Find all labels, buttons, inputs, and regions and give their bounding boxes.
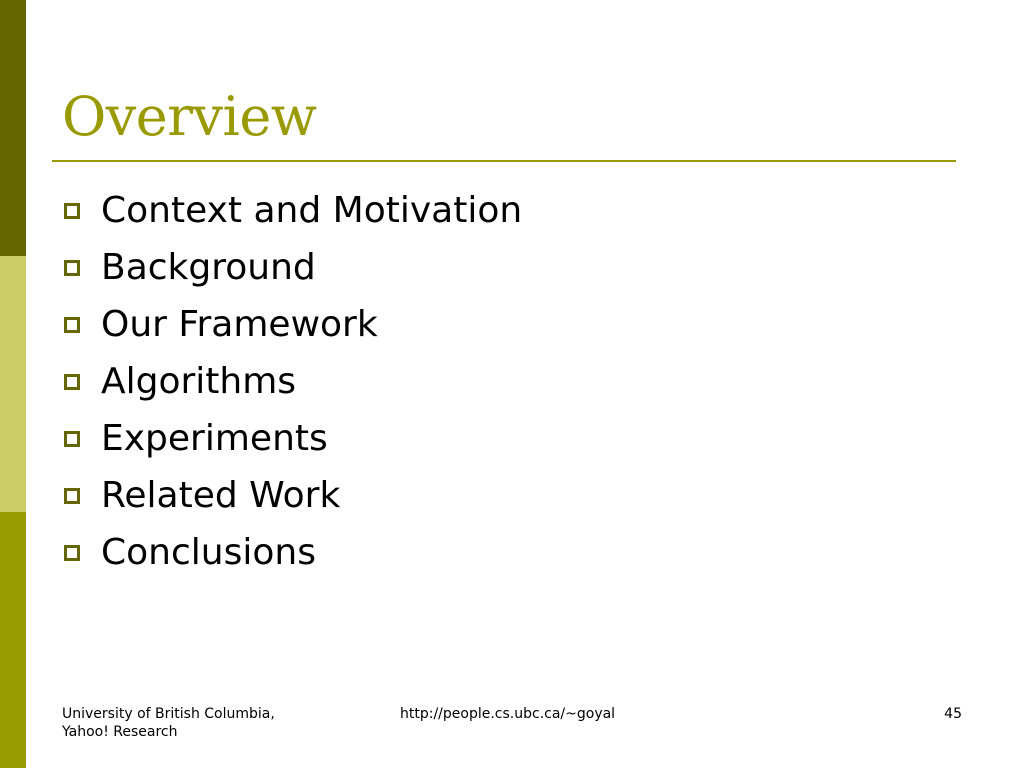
footer-affiliation-line2: Yahoo! Research — [62, 724, 178, 740]
bullet-item — [62, 296, 522, 353]
bullet-text: Our Framework — [101, 304, 378, 345]
bullet-item — [62, 524, 522, 581]
bullet-text: Background — [101, 247, 316, 288]
hollow-square-bullet-icon — [64, 203, 80, 219]
page-number: 45 — [944, 706, 962, 722]
hollow-square-bullet-icon — [64, 374, 80, 390]
footer-affiliation — [62, 705, 322, 741]
footer-url: http://people.cs.ubc.ca/~goyal — [400, 706, 616, 722]
bullet-text: Experiments — [101, 418, 328, 459]
bullet-item — [62, 239, 522, 296]
side-bar-light-segment — [0, 256, 26, 512]
hollow-square-bullet-icon — [64, 317, 80, 333]
hollow-square-bullet-icon — [64, 431, 80, 447]
side-bar-olive-segment — [0, 512, 26, 768]
side-color-bar — [0, 0, 26, 768]
hollow-square-bullet-icon — [64, 488, 80, 504]
bullet-list — [62, 182, 522, 581]
bullet-item — [62, 410, 522, 467]
side-bar-dark-segment — [0, 0, 26, 256]
bullet-text: Conclusions — [101, 532, 316, 573]
bullet-item — [62, 182, 522, 239]
bullet-text: Algorithms — [101, 361, 297, 402]
bullet-item — [62, 353, 522, 410]
bullet-text: Context and Motivation — [101, 190, 523, 231]
bullet-item — [62, 467, 522, 524]
hollow-square-bullet-icon — [64, 545, 80, 561]
slide-title: Overview — [62, 85, 317, 148]
footer-affiliation-line1: University of British Columbia, — [62, 706, 275, 722]
title-divider — [52, 160, 956, 162]
bullet-text: Related Work — [101, 475, 341, 516]
hollow-square-bullet-icon — [64, 260, 80, 276]
